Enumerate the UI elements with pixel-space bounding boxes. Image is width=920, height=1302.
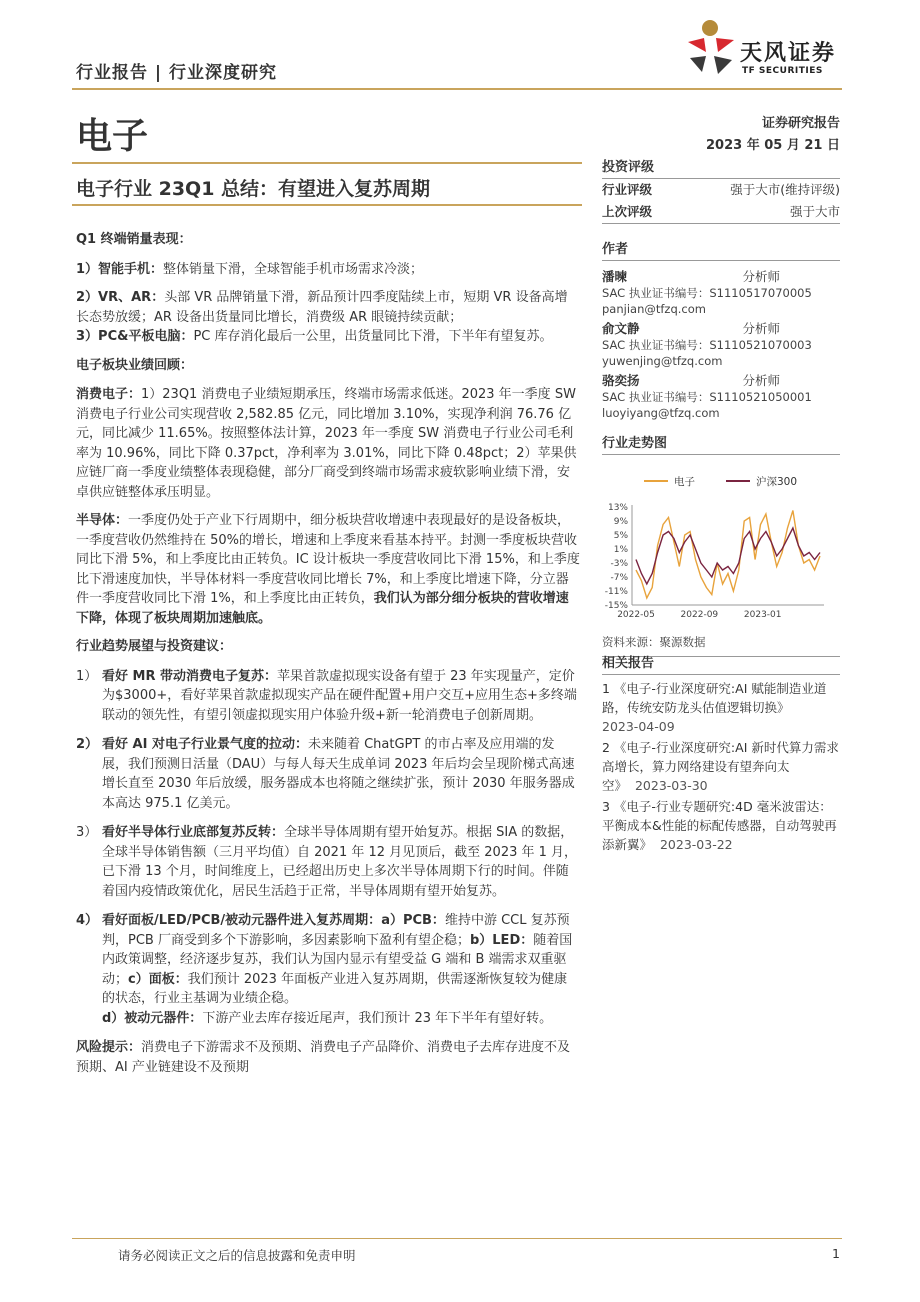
footer-divider xyxy=(72,1238,842,1239)
q1-item: 1）智能手机：整体销量下滑，全球智能手机市场需求冷淡； xyxy=(76,261,424,277)
rating-row: 上次评级 强于大市 xyxy=(602,201,840,224)
page-number: 1 xyxy=(832,1246,840,1261)
title-divider-bottom xyxy=(72,204,582,206)
author-email[interactable]: panjian@tfzq.com xyxy=(602,302,706,316)
series-line xyxy=(636,511,820,599)
y-tick-label: -15% xyxy=(604,601,628,611)
brand-name: 天风证券 xyxy=(740,41,837,66)
y-tick-label: -7% xyxy=(610,573,628,583)
title-divider-top xyxy=(72,162,582,164)
report-date: 2023 年 05 月 21 日 xyxy=(706,138,840,153)
related-report-link[interactable]: 2 《电子-行业深度研究:AI 新时代算力需求高增长，算力网络建设有望奔向太空》 2023-03-30 xyxy=(602,740,839,793)
trend-item: 3） 看好半导体行业底部复苏反转：全球半导体周期有望开始复苏。根据 SIA 的数据，全球半导体销售额（三月平均值）自 2021 年 12 月见顶后，截至 2023 年 1 月，已下滑 13 个月，时间维度上，已经超出历史上多次半导体周期下行的时间。伴随着国内疫情政策优化，居民生活趋于正常，半导体周期有望开始复苏。 xyxy=(76,825,578,899)
report-type: 行业报告 | 行业深度研究 xyxy=(76,63,278,83)
author: 俞文静 分析师 SAC 执业证书编号：S1110521070003 yuwenjing@tfzq.com xyxy=(602,319,840,369)
consumer-paragraph: 消费电子：1）23Q1 消费电子业绩短期承压，终端市场需求低迷。2023 年一季度 SW 消费电子行业公司实现营收 2,582.85 亿元，同比增加 3.10%，实现净利润 76.76 亿元，同比减少 11.65%。按照整体法计算，2023 年一季度 SW 消费电子行业公司毛利率为 10.96%，同比下降 0.37pct，净利率为 3.01%，同比下降 0.48pct；2）苹果供应链厂商一季度业绩整体表现稳健，部分厂商受到终端市场需求疲软影响业绩下滑，安卓供应链整体承压明显。 xyxy=(76,387,577,500)
brand-name-en: TF SECURITIES xyxy=(742,66,823,76)
risk-paragraph: 风险提示：消费电子下游需求不及预期、消费电子产品降价、消费电子去库存进度不及预期、AI 产业链建设不及预期 xyxy=(76,1040,571,1075)
rating-heading: 投资评级 xyxy=(602,156,840,179)
report-category: 证券研究报告 xyxy=(761,116,840,131)
legend-label: 电子 xyxy=(674,476,695,488)
authors-box xyxy=(602,238,840,421)
trend-chart-box xyxy=(602,432,840,657)
trend-chart xyxy=(602,455,840,627)
y-tick-label: -11% xyxy=(604,587,628,597)
related-report-link[interactable]: 3 《电子-行业专题研究:4D 毫米波雷达：平衡成本&性能的标配传感器，自动驾驶再添新翼》 2023-03-22 xyxy=(602,799,837,852)
authors-heading: 作者 xyxy=(602,238,840,261)
chart-source: 资料来源：聚源数据 xyxy=(602,634,840,657)
semi-paragraph: 半导体：一季度仍处于产业下行周期中，细分板块营收增速中表现最好的是设备板块，一季度营收仍然维持在 50%的增长，增速和上季度来看基本持平。封测一季度板块营收同比下滑 5%，和上季度比由正转负。IC 设计板块一季度营收同比下滑 15%，和上季度比下滑速度加快，半导体材料一季度营收同比增长 7%，和上季度比增速下降，分立器件一季度营收同比下滑 1%，和上季度比由正转负，我们认为部分细分板块的营收增速下降，体现了板块周期加速触底。 xyxy=(76,513,580,626)
x-tick-label: 2022-05 xyxy=(617,610,655,620)
trend-item: 1） 看好 MR 带动消费电子复苏：苹果首款虚拟现实设备有望于 23 年实现量产，定价为$3000+，看好苹果首款虚拟现实产品在硬件配置+用户交互+应用生态+多终端联动的领先性，有望引领虚拟现实用户体验升级+新一轮消费电子创新周期。 xyxy=(76,668,577,723)
q1-item: 2）VR、AR：头部 VR 品牌销量下滑，新品预计四季度陆续上市，短期 VR 设备高增长态势放缓；AR 设备出货量同比增长，消费级 AR 眼镜持续贡献； xyxy=(76,290,568,325)
y-tick-label: 9% xyxy=(613,517,628,527)
disclaimer[interactable]: 请务必阅读正文之后的信息披露和免责申明 xyxy=(118,1248,356,1263)
author-email[interactable]: luoyiyang@tfzq.com xyxy=(602,406,720,420)
header-divider xyxy=(72,88,842,90)
rating-box xyxy=(602,156,840,224)
q1-item: 3）PC&平板电脑：PC 库存消化最后一公里，出货量同比下滑，下半年有望复苏。 xyxy=(76,329,553,344)
related-heading: 相关报告 xyxy=(602,652,840,675)
related-reports xyxy=(602,652,840,856)
x-tick-label: 2023-01 xyxy=(743,610,782,620)
chart-heading: 行业走势图 xyxy=(602,432,840,455)
brand-logo xyxy=(680,18,850,88)
related-report-link[interactable]: 1 《电子-行业深度研究:AI 赋能制造业道路，传统安防龙头估值逻辑切换》 2023-04-09 xyxy=(602,681,827,734)
author: 骆奕扬 分析师 SAC 执业证书编号：S1110521050001 luoyiyang@tfzq.com xyxy=(602,371,840,421)
author-email[interactable]: yuwenjing@tfzq.com xyxy=(602,354,723,368)
main-body xyxy=(76,230,580,1086)
y-tick-label: 13% xyxy=(607,503,628,513)
trend-heading: 行业趋势展望与投资建议： xyxy=(76,639,233,654)
trend-item: 4） 看好面板/LED/PCB/被动元器件进入复苏周期：a）PCB：维持中游 CCL 复苏预判，PCB 厂商受到多个下游影响，多因素影响下盈利有望企稳；b）LED：随着国内政策调整，经济逐步复苏，我们认为国内显示有望受益 G 端和 B 端需求双重驱动；c）面板：我们预计 2023 年面板产业进入复苏周期，供需逐渐恢复较为健康的状态，行业主基调为业绩企稳。 d）被动元器件：下游产业去库存接近尾声，我们预计 23 年下半年有望好转。 xyxy=(76,913,573,1026)
y-tick-label: 5% xyxy=(613,531,628,541)
review-heading: 电子板块业绩回顾： xyxy=(76,357,194,373)
industry-name: 电子 xyxy=(76,116,149,157)
author: 潘暕 分析师 SAC 执业证书编号：S1110517070005 panjian@tfzq.com xyxy=(602,267,840,317)
report-title: 电子行业 23Q1 总结：有望进入复苏周期 xyxy=(76,178,431,200)
rating-row: 行业评级 强于大市(维持评级) xyxy=(602,182,840,197)
q1-heading: Q1 终端销量表现： xyxy=(76,232,192,247)
x-tick-label: 2022-09 xyxy=(680,610,719,620)
legend-label: 沪深300 xyxy=(756,476,798,488)
trend-item: 2） 看好 AI 对电子行业景气度的拉动：未来随着 ChatGPT 的市占率及应用端的发展，我们预测日活量（DAU）与每人每天生成单词 2023 年后均会呈现阶梯式高速增长直至 2030 年后放缓，服务器成本也将随之继续扩张，预计 2030 年服务器成本高达 975.1 亿美元。 xyxy=(76,737,575,811)
y-tick-label: 1% xyxy=(613,545,628,555)
y-tick-label: -3% xyxy=(610,559,628,569)
brand-mark-icon xyxy=(680,18,740,84)
